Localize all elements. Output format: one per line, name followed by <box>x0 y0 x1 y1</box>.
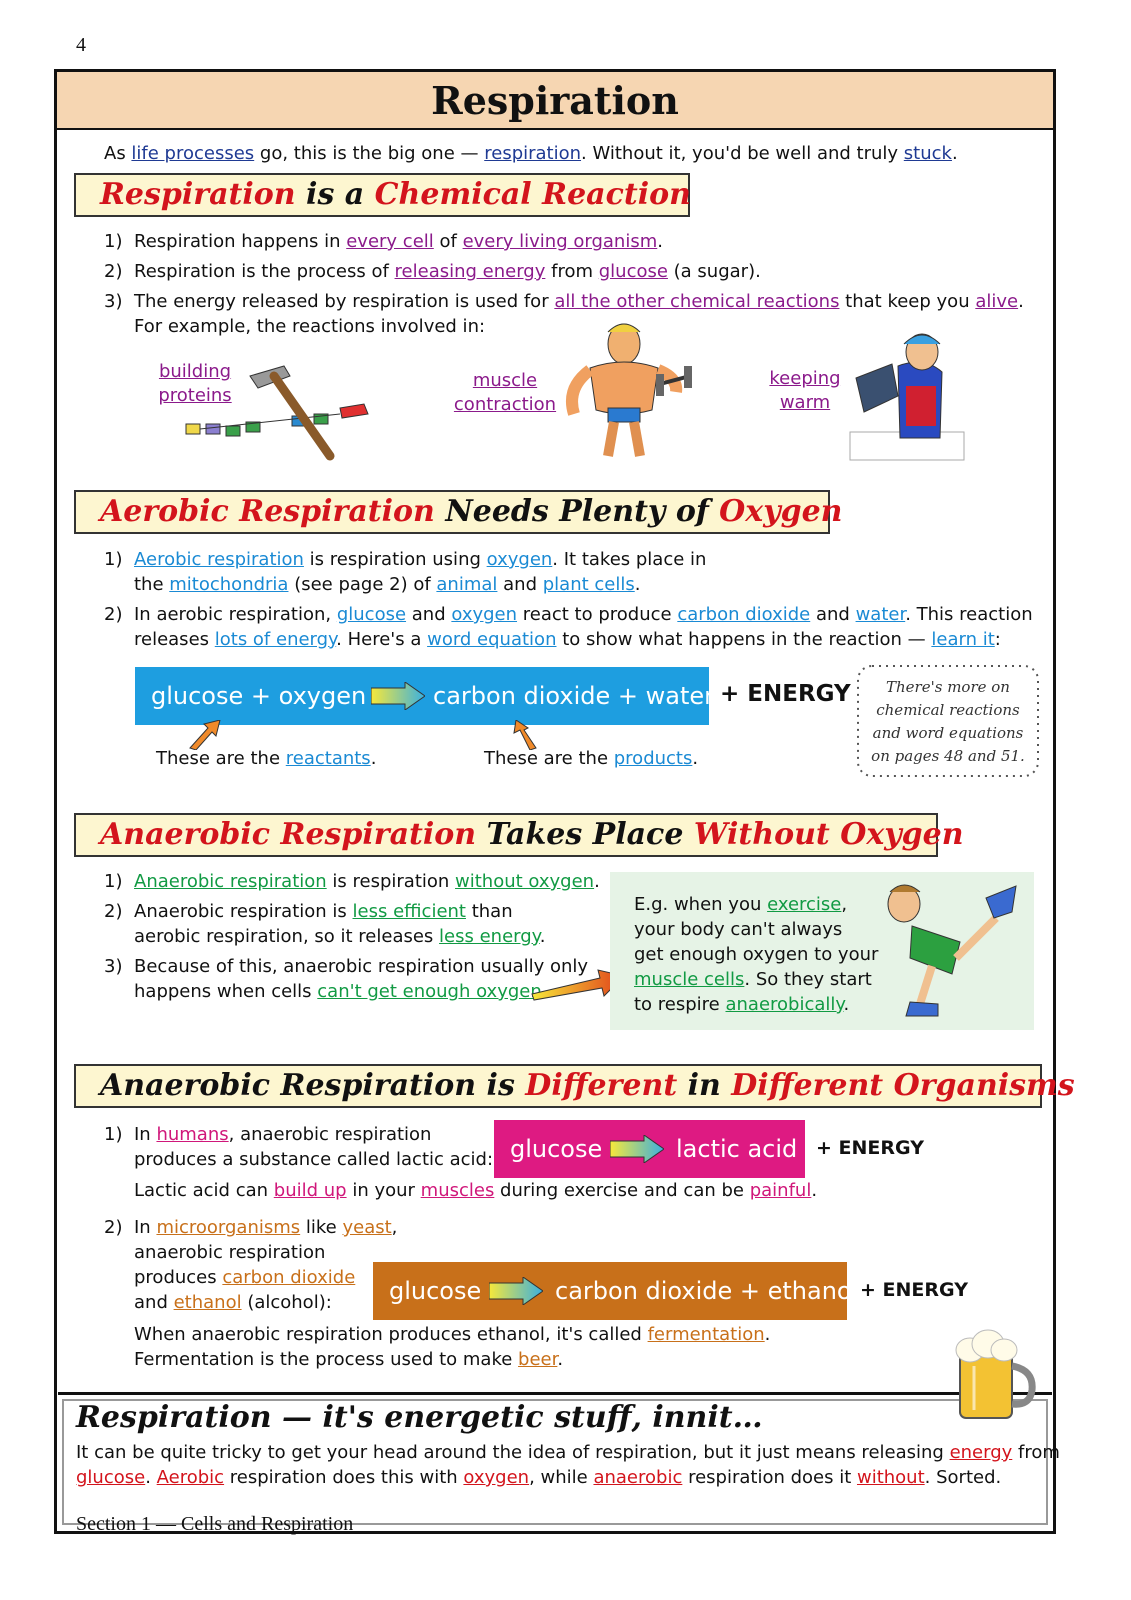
item-number: 2) <box>104 1217 123 1238</box>
text: In <box>134 1124 157 1145</box>
text: When anaerobic respiration produces ethanol, it's called <box>134 1324 648 1345</box>
s2-item-2 <box>104 602 1033 627</box>
runner-illustration <box>876 878 1026 1024</box>
heading-chemical-reaction <box>74 173 690 217</box>
footer-section: Section 1 — Cells and Respiration <box>76 1513 354 1535</box>
item-number: 1) <box>104 231 123 252</box>
s4-item-1 <box>104 1122 431 1147</box>
keyword: muscles <box>420 1180 495 1201</box>
hammer-icon <box>250 366 330 456</box>
box-line-2: your body can't always <box>634 919 843 940</box>
text: . Sorted. <box>924 1467 1002 1488</box>
keyword: reactants <box>285 748 371 769</box>
item-number: 3) <box>104 291 123 312</box>
keyword: animal <box>436 574 498 595</box>
text: . <box>145 1467 157 1488</box>
text: , <box>841 894 848 915</box>
eq-left: glucose + oxygen <box>151 682 367 710</box>
s3-item-2 <box>104 899 513 924</box>
item-number: 3) <box>104 956 123 977</box>
page-title: Respiration <box>431 78 679 123</box>
intro-link-respiration: respiration <box>484 143 582 164</box>
s3-item-1 <box>104 869 600 894</box>
arrow-right-icon <box>371 682 425 710</box>
s2-item-1 <box>104 547 706 572</box>
text: (a sugar). <box>667 261 761 282</box>
text: It can be quite tricky to get your head around the idea of respiration, but it just means releasing <box>76 1442 950 1463</box>
text: (see page 2) of <box>288 574 437 595</box>
text: , anaerobic respiration <box>228 1124 432 1145</box>
text: and <box>810 604 856 625</box>
keyword: learn it <box>931 629 995 650</box>
note-line: on pages 48 and 51. <box>871 747 1025 765</box>
item-number: 1) <box>104 549 123 570</box>
text: respiration does it <box>682 1467 857 1488</box>
note-line: chemical reactions <box>876 701 1020 719</box>
text: of <box>433 231 463 252</box>
text: . Here's a <box>336 629 428 650</box>
label-line: keeping <box>769 368 841 389</box>
intro-t1: As <box>104 143 132 164</box>
text: during exercise and can be <box>494 1180 750 1201</box>
text: aerobic respiration, so it releases <box>134 926 440 947</box>
text: . This reaction <box>905 604 1033 625</box>
heading-aerobic <box>74 490 843 534</box>
keyword: build up <box>273 1180 347 1201</box>
text: to respire <box>634 994 726 1015</box>
h4-part2: Different <box>525 1068 678 1103</box>
text: the <box>134 574 170 595</box>
keyword: water <box>855 604 906 625</box>
text: is respiration <box>326 871 456 892</box>
keyword: fermentation <box>647 1324 765 1345</box>
page-number: 4 <box>76 34 86 56</box>
reactants-label <box>156 746 376 771</box>
text: react to produce <box>517 604 678 625</box>
text: from <box>545 261 599 282</box>
s2-item-2-line2 <box>134 627 1001 652</box>
keyword: without oxygen <box>455 871 595 892</box>
label-muscle-contraction <box>452 369 558 417</box>
text: Lactic acid can <box>134 1180 274 1201</box>
item-number: 2) <box>104 261 123 282</box>
text: . <box>657 231 663 252</box>
h2-part1: Aerobic Respiration <box>100 494 435 529</box>
s4-item-1-line3 <box>134 1178 817 1203</box>
text: respiration does this with <box>224 1467 464 1488</box>
label-line: contraction <box>453 394 557 415</box>
text: happens when cells <box>134 981 318 1002</box>
keyword: painful <box>749 1180 812 1201</box>
text: . It takes place in <box>552 549 707 570</box>
keyword: Aerobic <box>156 1467 225 1488</box>
keyword: exercise <box>767 894 842 915</box>
lactic-energy: + ENERGY <box>816 1137 924 1159</box>
keyword: every living organism <box>462 231 658 252</box>
keyword: Aerobic respiration <box>134 549 304 570</box>
keyword: releasing energy <box>394 261 546 282</box>
beer-mug-icon <box>956 1330 1032 1418</box>
tired-runner-icon <box>888 885 1016 1016</box>
note-line: and word equations <box>872 724 1024 742</box>
beer-mug-illustration <box>948 1326 1038 1422</box>
heading-anaerobic <box>74 813 964 857</box>
label-line: building <box>158 361 232 382</box>
s1-item-3-line2: For example, the reactions involved in: <box>134 316 486 337</box>
s2-item-1-line2 <box>134 572 640 597</box>
s4-item-2-line2: anaerobic respiration <box>134 1242 326 1263</box>
text: . <box>370 748 377 769</box>
h3-part2: Takes Place <box>476 817 694 852</box>
keyword: less energy <box>439 926 540 947</box>
text: and <box>134 1292 174 1313</box>
protein-chain-icon <box>186 404 368 436</box>
text: . <box>557 1349 564 1370</box>
keyword: glucose <box>76 1467 146 1488</box>
h1-part3: Chemical Reaction <box>374 177 691 212</box>
text: . <box>764 1324 771 1345</box>
text: . <box>811 1180 818 1201</box>
keyword: oxygen <box>463 1467 530 1488</box>
note-line: There's more on <box>886 678 1010 696</box>
text: (alcohol): <box>241 1292 332 1313</box>
keyword: carbon dioxide <box>677 604 811 625</box>
keyword: every cell <box>346 231 434 252</box>
h3-part1: Anaerobic Respiration <box>100 817 477 852</box>
bodybuilder-illustration <box>560 318 700 466</box>
text: . <box>634 574 641 595</box>
ethanol-equation-box <box>373 1262 859 1320</box>
s4-item-2-line3 <box>134 1265 355 1290</box>
item-number: 2) <box>104 604 123 625</box>
eq-right: carbon dioxide + ethanol <box>555 1277 859 1305</box>
eq-left: glucose <box>389 1277 482 1305</box>
hammer-protein-illustration <box>180 362 380 462</box>
text: . <box>692 748 699 769</box>
heading-different-organisms <box>74 1064 1075 1108</box>
s4-item-2 <box>104 1215 397 1240</box>
keyword: products <box>613 748 693 769</box>
eq-left: glucose <box>510 1135 603 1163</box>
keyword: carbon dioxide <box>222 1267 356 1288</box>
text: , while <box>529 1467 594 1488</box>
summary-line-2 <box>76 1465 1001 1490</box>
text: . <box>1018 291 1024 312</box>
keyword: microorganisms <box>156 1217 301 1238</box>
text: These are the <box>484 748 614 769</box>
keyword: humans <box>156 1124 229 1145</box>
intro-t3: . Without it, you'd be well and truly <box>581 143 904 164</box>
box-line-1 <box>634 892 847 917</box>
h4-part1: Anaerobic Respiration is <box>100 1068 526 1103</box>
text: , <box>391 1217 398 1238</box>
keyword: without <box>856 1467 925 1488</box>
keyword: all the other chemical reactions <box>554 291 840 312</box>
text: . <box>594 871 600 892</box>
h2-part2: Needs Plenty of <box>434 494 720 529</box>
text: : <box>994 629 1001 650</box>
text: is respiration using <box>303 549 487 570</box>
text: . So they start <box>744 969 872 990</box>
intro-link-life-processes: life processes <box>131 143 255 164</box>
aerobic-energy: + ENERGY <box>720 681 851 707</box>
keyword: lots of energy <box>214 629 337 650</box>
h1-part1: Respiration <box>100 177 296 212</box>
summary-line-1 <box>76 1440 1060 1465</box>
aerobic-equation-box <box>135 667 714 725</box>
keyword: word equation <box>427 629 557 650</box>
keyword: oxygen <box>451 604 518 625</box>
s4-item-2-line5 <box>134 1322 770 1347</box>
text: from <box>1012 1442 1060 1463</box>
text: In <box>134 1217 157 1238</box>
text: In aerobic respiration, <box>134 604 337 625</box>
text: Respiration happens in <box>134 231 347 252</box>
item-number: 1) <box>104 871 123 892</box>
lactic-equation-box <box>494 1120 805 1178</box>
intro-text <box>104 141 958 166</box>
products-label <box>484 746 698 771</box>
cold-person-icon <box>850 334 964 460</box>
box-line-3: get enough oxygen to your <box>634 944 879 965</box>
s1-item-2 <box>104 259 761 284</box>
text: than <box>465 901 513 922</box>
text: These are the <box>156 748 286 769</box>
h4-part3: in <box>677 1068 732 1103</box>
cold-person-illustration <box>848 326 968 462</box>
text: and <box>497 574 543 595</box>
text: produces <box>134 1267 223 1288</box>
s4-item-2-line4 <box>134 1290 332 1315</box>
keyword: yeast <box>342 1217 392 1238</box>
text: like <box>300 1217 343 1238</box>
text: to show what happens in the reaction — <box>556 629 932 650</box>
h4-part4: Different Organisms <box>731 1068 1075 1103</box>
arrow-right-icon <box>610 1135 664 1163</box>
keyword: alive <box>975 291 1019 312</box>
label-line: proteins <box>158 385 232 406</box>
arrow-right-icon <box>489 1277 543 1305</box>
s4-item-1-line2: produces a substance called lactic acid: <box>134 1149 494 1170</box>
text: . <box>539 926 546 947</box>
text: and <box>406 604 452 625</box>
ethanol-energy: + ENERGY <box>860 1279 968 1301</box>
box-line-4 <box>634 967 872 992</box>
box-line-5 <box>634 992 849 1017</box>
text: Because of this, anaerobic respiration usually only <box>134 956 589 977</box>
keyword: energy <box>949 1442 1013 1463</box>
keyword: mitochondria <box>169 574 289 595</box>
intro-link-stuck: stuck <box>903 143 952 164</box>
text: The energy released by respiration is used for <box>134 291 555 312</box>
s3-item-3 <box>104 954 588 979</box>
keyword: oxygen <box>486 549 553 570</box>
summary-heading: Respiration — it's energetic stuff, innit… <box>76 1400 763 1435</box>
item-number: 1) <box>104 1124 123 1145</box>
h2-part3: Oxygen <box>719 494 843 529</box>
h3-part3: Without Oxygen <box>693 817 964 852</box>
keyword: anaerobically <box>725 994 844 1015</box>
text: in your <box>346 1180 421 1201</box>
s3-item-2-line2 <box>134 924 546 949</box>
intro-t2: go, this is the big one — <box>254 143 485 164</box>
label-line: warm <box>779 392 831 413</box>
note-text <box>858 676 1038 768</box>
item-number: 2) <box>104 901 123 922</box>
text: that keep you <box>839 291 976 312</box>
s4-item-2-line6 <box>134 1347 563 1372</box>
keyword: beer <box>518 1349 558 1370</box>
label-line: muscle <box>472 370 538 391</box>
intro-t4: . <box>951 143 958 164</box>
h1-part2: is a <box>295 177 375 212</box>
keyword: can't get enough oxygen <box>317 981 542 1002</box>
s3-item-3-line2 <box>134 979 548 1004</box>
keyword: anaerobic <box>593 1467 683 1488</box>
title-bar <box>57 72 1053 130</box>
s1-item-1 <box>104 229 663 254</box>
s1-item-3 <box>104 289 1024 314</box>
keyword: muscle cells <box>634 969 745 990</box>
text: Fermentation is the process used to make <box>134 1349 519 1370</box>
text: Anaerobic respiration is <box>134 901 353 922</box>
eq-right: carbon dioxide + water <box>433 682 714 710</box>
label-keeping-warm <box>768 367 842 415</box>
keyword: Anaerobic respiration <box>134 871 327 892</box>
text: releases <box>134 629 215 650</box>
text: E.g. when you <box>634 894 768 915</box>
keyword: glucose <box>598 261 668 282</box>
text: . <box>843 994 850 1015</box>
eq-right: lactic acid <box>676 1135 798 1163</box>
text: Respiration is the process of <box>134 261 395 282</box>
keyword: glucose <box>336 604 407 625</box>
keyword: less efficient <box>352 901 466 922</box>
keyword: plant cells <box>542 574 635 595</box>
keyword: ethanol <box>173 1292 242 1313</box>
